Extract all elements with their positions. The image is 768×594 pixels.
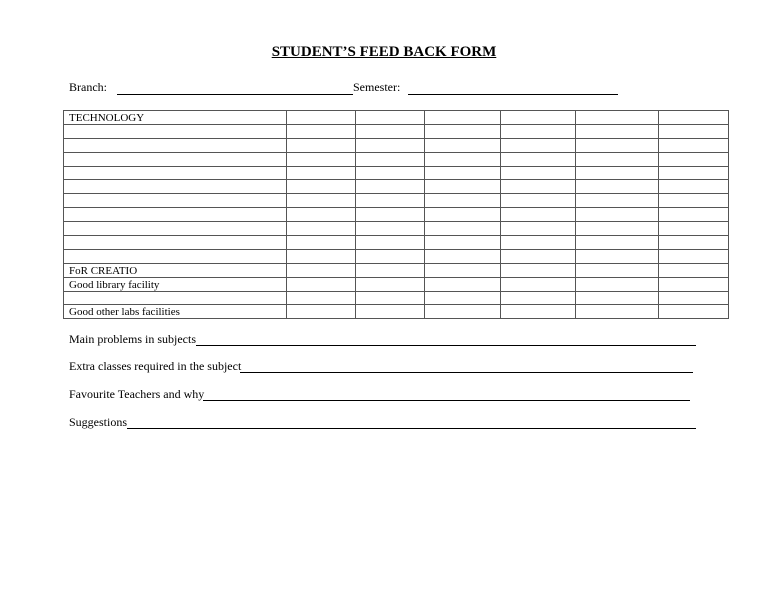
rating-cell[interactable] [287, 222, 356, 236]
row-label-cell: TECHNOLOGY [64, 111, 287, 125]
rating-cell[interactable] [576, 111, 659, 125]
main-problems-field[interactable] [196, 345, 696, 346]
rating-cell[interactable] [356, 236, 425, 250]
row-label-cell [64, 194, 287, 208]
rating-cell[interactable] [356, 263, 425, 277]
rating-cell[interactable] [356, 152, 425, 166]
rating-cell[interactable] [425, 305, 501, 319]
rating-cell[interactable] [425, 236, 501, 250]
rating-cell[interactable] [659, 236, 729, 250]
row-label-cell [64, 222, 287, 236]
row-label-cell [64, 124, 287, 138]
rating-cell[interactable] [425, 111, 501, 125]
table-row [64, 305, 729, 319]
branch-label: Branch: [69, 80, 107, 94]
rating-cell[interactable] [425, 180, 501, 194]
favourite-teachers-field[interactable] [203, 400, 690, 401]
rating-cell[interactable] [356, 180, 425, 194]
row-label-cell [64, 291, 287, 305]
rating-cell[interactable] [659, 249, 729, 263]
row-label-cell [64, 166, 287, 180]
row-label-cell: FoR CREATIO [64, 263, 287, 277]
rating-cell[interactable] [659, 305, 729, 319]
rating-cell[interactable] [425, 124, 501, 138]
rating-cell[interactable] [287, 166, 356, 180]
table-row [64, 291, 729, 305]
rating-cell[interactable] [501, 138, 576, 152]
rating-cell[interactable] [576, 222, 659, 236]
rating-cell[interactable] [576, 138, 659, 152]
rating-cell[interactable] [356, 166, 425, 180]
row-label-cell [64, 152, 287, 166]
rating-cell[interactable] [287, 277, 356, 291]
rating-cell[interactable] [576, 277, 659, 291]
rating-cell[interactable] [425, 194, 501, 208]
table-row [64, 180, 729, 194]
rating-cell[interactable] [501, 291, 576, 305]
rating-cell[interactable] [287, 208, 356, 222]
rating-cell[interactable] [356, 222, 425, 236]
rating-cell[interactable] [425, 208, 501, 222]
rating-cell[interactable] [576, 236, 659, 250]
table-row [64, 236, 729, 250]
rating-cell[interactable] [287, 111, 356, 125]
rating-cell[interactable] [425, 166, 501, 180]
rating-cell[interactable] [356, 277, 425, 291]
table-row [64, 194, 729, 208]
rating-cell[interactable] [287, 236, 356, 250]
rating-cell[interactable] [659, 208, 729, 222]
rating-cell[interactable] [501, 111, 576, 125]
rating-cell[interactable] [659, 124, 729, 138]
suggestions-field[interactable] [127, 428, 696, 429]
rating-cell[interactable] [659, 277, 729, 291]
rating-cell[interactable] [356, 305, 425, 319]
rating-cell[interactable] [287, 305, 356, 319]
rating-cell[interactable] [501, 208, 576, 222]
rating-cell[interactable] [659, 222, 729, 236]
rating-cell[interactable] [287, 152, 356, 166]
rating-cell[interactable] [659, 111, 729, 125]
rating-cell[interactable] [576, 194, 659, 208]
rating-cell[interactable] [576, 152, 659, 166]
suggestions-label: Suggestions [69, 415, 128, 429]
row-label-cell: Good library facility [64, 277, 287, 291]
rating-cell[interactable] [501, 222, 576, 236]
rating-cell[interactable] [287, 291, 356, 305]
table-row [64, 138, 729, 152]
rating-cell[interactable] [356, 194, 425, 208]
rating-cell[interactable] [287, 249, 356, 263]
rating-cell[interactable] [576, 249, 659, 263]
rating-cell[interactable] [659, 263, 729, 277]
rating-cell[interactable] [576, 305, 659, 319]
rating-cell[interactable] [356, 208, 425, 222]
rating-cell[interactable] [576, 291, 659, 305]
rating-cell[interactable] [356, 291, 425, 305]
table-row [64, 166, 729, 180]
rating-cell[interactable] [659, 152, 729, 166]
rating-cell[interactable] [501, 180, 576, 194]
extra-classes-label: Extra classes required in the subject [69, 359, 242, 373]
rating-cell[interactable] [576, 124, 659, 138]
table-row [64, 152, 729, 166]
row-label-cell: Good other labs facilities [64, 305, 287, 319]
rating-cell[interactable] [356, 111, 425, 125]
row-label-cell [64, 249, 287, 263]
row-label-cell [64, 138, 287, 152]
rating-cell[interactable] [425, 291, 501, 305]
feedback-table [63, 110, 729, 319]
rating-cell[interactable] [501, 249, 576, 263]
rating-cell[interactable] [576, 208, 659, 222]
branch-field[interactable] [117, 94, 353, 95]
rating-cell[interactable] [425, 138, 501, 152]
rating-cell[interactable] [501, 194, 576, 208]
table-row [64, 263, 729, 277]
table-row [64, 277, 729, 291]
rating-cell[interactable] [425, 152, 501, 166]
table-row [64, 249, 729, 263]
rating-cell[interactable] [501, 236, 576, 250]
rating-cell[interactable] [576, 180, 659, 194]
rating-cell[interactable] [576, 166, 659, 180]
rating-cell[interactable] [356, 249, 425, 263]
form-title: STUDENT’S FEED BACK FORM [271, 44, 497, 60]
rating-cell[interactable] [425, 263, 501, 277]
rating-cell[interactable] [576, 263, 659, 277]
rating-cell[interactable] [425, 277, 501, 291]
rating-cell[interactable] [501, 124, 576, 138]
rating-cell[interactable] [501, 152, 576, 166]
rating-cell[interactable] [659, 166, 729, 180]
rating-cell[interactable] [501, 277, 576, 291]
rating-cell[interactable] [287, 124, 356, 138]
rating-cell[interactable] [356, 124, 425, 138]
semester-label: Semester: [353, 80, 401, 94]
rating-cell[interactable] [425, 249, 501, 263]
rating-cell[interactable] [659, 180, 729, 194]
rating-cell[interactable] [356, 138, 425, 152]
table-row [64, 111, 729, 125]
rating-cell[interactable] [287, 138, 356, 152]
rating-cell[interactable] [287, 263, 356, 277]
rating-cell[interactable] [659, 138, 729, 152]
main-problems-label: Main problems in subjects [69, 332, 196, 346]
rating-cell[interactable] [501, 305, 576, 319]
semester-field[interactable] [408, 94, 618, 95]
favourite-teachers-label: Favourite Teachers and why [69, 387, 205, 401]
row-label-cell [64, 236, 287, 250]
rating-cell[interactable] [287, 180, 356, 194]
rating-cell[interactable] [501, 263, 576, 277]
rating-cell[interactable] [287, 194, 356, 208]
rating-cell[interactable] [425, 222, 501, 236]
rating-cell[interactable] [659, 291, 729, 305]
table-row [64, 124, 729, 138]
rating-cell[interactable] [501, 166, 576, 180]
extra-classes-field[interactable] [240, 372, 693, 373]
table-row [64, 222, 729, 236]
row-label-cell [64, 180, 287, 194]
table-row [64, 208, 729, 222]
row-label-cell [64, 208, 287, 222]
rating-cell[interactable] [659, 194, 729, 208]
